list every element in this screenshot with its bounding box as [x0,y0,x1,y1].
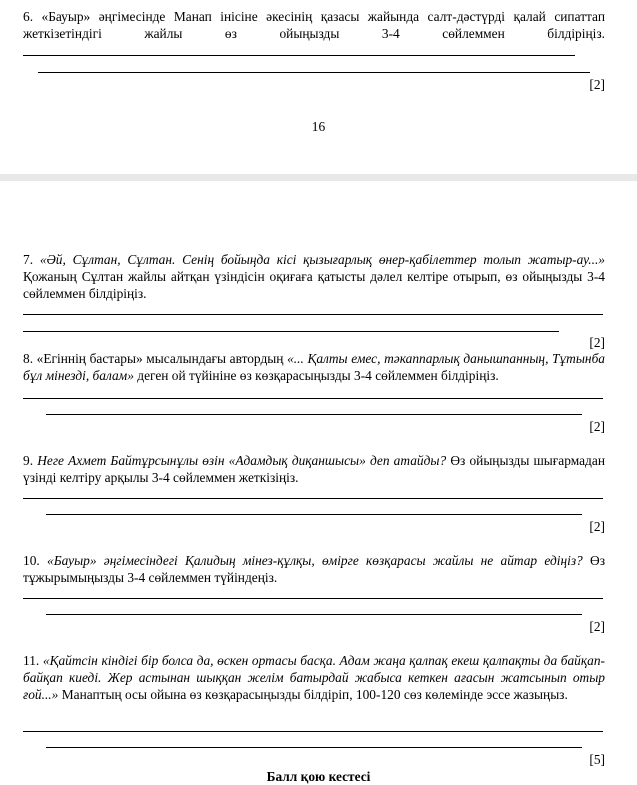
page-separator [0,174,637,181]
question-9-number: 9. [23,453,34,468]
answer-line[interactable] [46,614,582,615]
question-10-quote: «Бауыр» әңгімесіндегі Қалидың мінез-құлқы, өмірге көзқарасы жайлы не айтар едіңіз? [47,553,583,568]
question-7 [23,251,605,302]
question-9-quote: Неге Ахмет Байтұрсынұлы өзін «Адамдық диқаншысы» деп атайды? [37,453,447,468]
question-8-quote: «... Қалты емес, тәкаппарлық данышпанның, Тұтынба бұл мінезді, балам» [23,351,605,383]
question-8-mark: [2] [589,419,605,434]
question-7-quote: «Әй, Сұлтан, Сұлтан. Сенің бойыңда кісі қызығарлық өнер-қабілеттер толып жатыр-ау...» [39,252,605,267]
answer-line[interactable] [23,331,559,332]
answer-line[interactable] [23,314,603,315]
question-10-number: 10. [23,553,40,568]
question-10-text: Өз тұжырымыңызды 3-4 сөйлеммен түйіндеңіз. [23,553,605,585]
question-11-mark: [5] [589,752,605,767]
answer-line[interactable] [23,731,603,732]
question-7-text: Қожаның Сұлтан жайлы айтқан үзіндісін оқиғаға қатысты дәлел келтіре отырып, өз ойыңызды 3-4 сөйлеммен білдіріңіз. [23,269,605,301]
answer-line[interactable] [46,514,582,515]
answer-line[interactable] [23,398,603,399]
question-11-quote: «Қайтсін кіндігі бір болса да, өскен ортасы басқа. Адам жаңа қалпақ екеш қалпақты да байқап-байқап киеді. Жер астынан шыққан желім батырдай жабыса кеткен ағасын жатсынып отыр ғой...» [23,653,605,702]
question-9-mark: [2] [589,519,605,534]
footer-title: Балл қою кестесі [266,769,371,784]
question-11-text: Манаптың осы ойына өз көзқарасыңызды білдіріп, 100-120 сөз көлемінде эссе жазыңыз. [61,687,568,702]
question-6 [23,8,605,42]
question-6-line1: 6. «Бауыр» әңгімесінде Манап інісіне әкесінің қазасы жайында салт-дәстүрді қалай сипаттап [23,9,605,24]
question-6-line2: жеткізетіндігі жайлы өз ойыңызды 3-4 сөйлеммен білдіріңіз. [23,26,605,41]
question-10 [23,552,605,586]
question-8 [23,350,605,384]
answer-line[interactable] [46,747,582,748]
answer-line[interactable] [23,498,603,499]
question-6-mark: [2] [589,77,605,92]
answer-line[interactable] [23,55,575,56]
answer-line[interactable] [23,598,603,599]
question-11 [23,652,605,703]
answer-line[interactable] [38,72,590,73]
question-9 [23,452,605,486]
page-number: 16 [311,119,326,134]
question-11-number: 11. [23,653,40,668]
question-7-mark: [2] [589,335,605,350]
question-9-text: Өз ойыңызды шығармадан үзінді келтіру арқылы 3-4 сөйлеммен жеткізіңіз. [23,453,605,485]
question-10-mark: [2] [589,619,605,634]
question-7-number: 7. [23,252,34,267]
answer-line[interactable] [46,414,582,415]
question-8-text: деген ой түйініне өз көзқарасыңызды 3-4 сөйлеммен білдіріңіз. [137,368,499,383]
question-8-lead: 8. «Егіннің бастары» мысалындағы автордың [23,351,284,366]
